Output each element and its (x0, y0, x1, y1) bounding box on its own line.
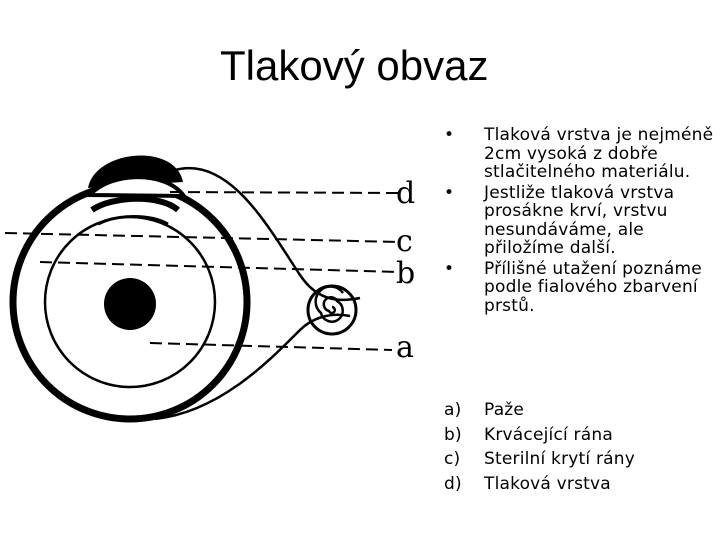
bandage-tail-top (175, 168, 360, 300)
legend-marker: c) (444, 449, 461, 469)
label-a: a (396, 330, 414, 365)
label-d: d (396, 176, 416, 211)
pressure-bandage-diagram (0, 120, 430, 520)
bullet-item (444, 260, 720, 316)
legend-text: Paže (484, 400, 525, 420)
legend-text: Tlaková vrstva (484, 473, 611, 494)
label-b: b (396, 256, 416, 291)
label-c: c (396, 224, 413, 259)
legend-item (444, 398, 720, 423)
slide-title: Tlakový obvaz (220, 42, 489, 89)
bullet-item (444, 184, 720, 258)
bandage-roll (308, 286, 356, 334)
legend-text: Sterilní krytí rány (484, 449, 635, 469)
bullet-list (444, 126, 720, 317)
leader-line-c (5, 233, 400, 242)
diagram-legend (444, 398, 720, 496)
bullet-marker: • (444, 125, 455, 145)
bullet-text: Tlaková vrstva je nejméně 2cm vysoká z dobře stlačitelného materiálu. (484, 125, 714, 182)
legend-item (444, 423, 720, 448)
legend-text: Krvácející rána (484, 424, 613, 445)
sterile-cover (92, 199, 178, 210)
bullet-text: Přílišné utažení poznáme podle fialového zbarvení prstů. (484, 258, 702, 316)
bullet-item (444, 126, 720, 182)
legend-marker: b) (444, 424, 462, 445)
legend-item (444, 447, 720, 472)
bone-dot (104, 278, 156, 330)
legend-item (444, 472, 720, 497)
bullet-marker: • (444, 182, 455, 203)
leader-line-b (40, 262, 400, 272)
leader-line-a (150, 343, 392, 350)
leader-line-d (170, 192, 400, 193)
bullet-text: Jestliže tlaková vrstva prosákne krví, vrstvu nesundáváme, ale přiložíme další. (484, 182, 675, 258)
legend-marker: a) (444, 400, 462, 420)
legend-marker: d) (444, 473, 462, 494)
bullet-marker: • (444, 258, 455, 279)
